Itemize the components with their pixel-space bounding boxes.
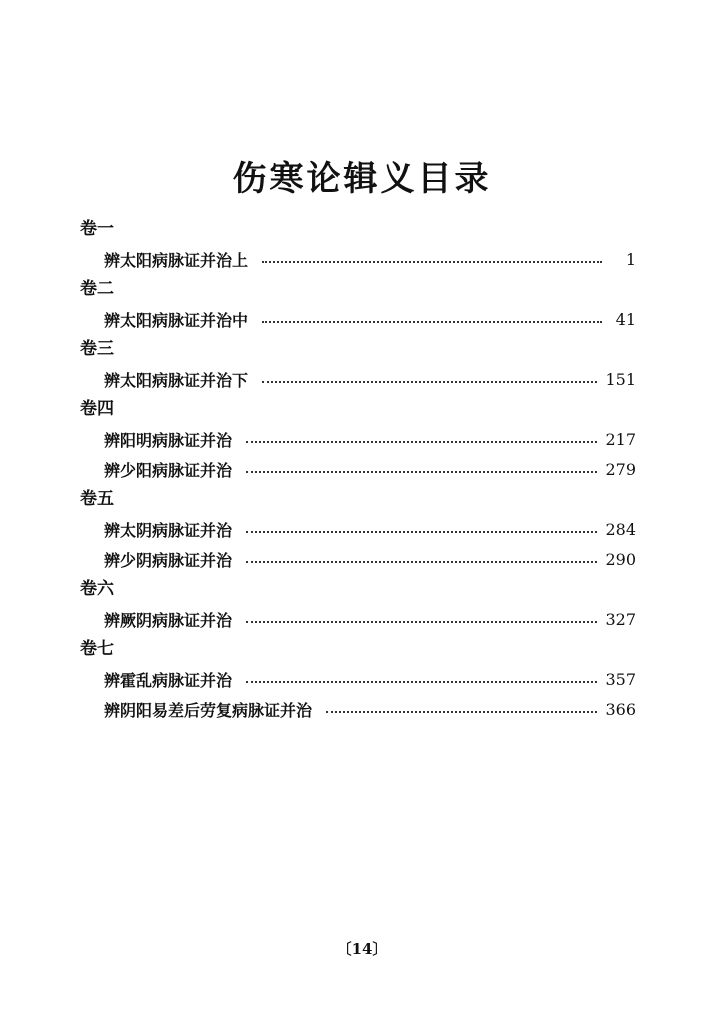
dot-leader xyxy=(246,471,597,473)
entry-page-number: 366 xyxy=(605,699,636,719)
dot-leader xyxy=(246,441,597,443)
volume-5 xyxy=(80,484,636,574)
volume-2 xyxy=(80,274,636,334)
dot-leader xyxy=(262,261,602,263)
entry-page-number: 357 xyxy=(605,669,636,689)
volume-6 xyxy=(80,574,636,634)
dot-leader xyxy=(326,711,597,713)
entry-title: 辨厥阴病脉证并治 xyxy=(104,610,233,630)
volume-4 xyxy=(80,394,636,484)
volume-heading: 卷七 xyxy=(80,639,114,659)
entry-page-number: 284 xyxy=(605,519,636,539)
dot-leader xyxy=(262,321,602,323)
entry-page-number: 279 xyxy=(605,459,636,479)
entry-title: 辨太阳病脉证并治下 xyxy=(104,370,249,390)
toc-entry[interactable] xyxy=(80,694,636,724)
toc-entry[interactable] xyxy=(80,424,636,454)
volume-heading: 卷五 xyxy=(80,489,114,509)
toc-entry[interactable] xyxy=(80,364,636,394)
toc-entry[interactable] xyxy=(80,664,636,694)
volume-heading: 卷四 xyxy=(80,399,114,419)
volume-heading: 卷六 xyxy=(80,579,114,599)
toc-entry[interactable] xyxy=(80,304,636,334)
volume-heading: 卷一 xyxy=(80,219,114,239)
entry-title: 辨少阳病脉证并治 xyxy=(104,460,233,480)
toc-entry[interactable] xyxy=(80,514,636,544)
volume-1 xyxy=(80,214,636,274)
entry-title: 辨太阳病脉证并治中 xyxy=(104,310,249,330)
volume-heading: 卷二 xyxy=(80,279,114,299)
dot-leader xyxy=(246,621,597,623)
entry-title: 辨阳明病脉证并治 xyxy=(104,430,233,450)
entry-page-number: 41 xyxy=(615,309,636,329)
volume-3 xyxy=(80,334,636,394)
dot-leader xyxy=(246,681,597,683)
toc-entry[interactable] xyxy=(80,454,636,484)
entry-title: 辨太阴病脉证并治 xyxy=(104,520,233,540)
toc-entry[interactable] xyxy=(80,244,636,274)
dot-leader xyxy=(262,381,597,383)
dot-leader xyxy=(246,561,597,563)
toc-entry[interactable] xyxy=(80,544,636,574)
page-number: 〔14〕 xyxy=(336,940,388,958)
dot-leader xyxy=(246,531,597,533)
entry-page-number: 327 xyxy=(605,609,636,629)
entry-page-number: 217 xyxy=(605,429,636,449)
volume-heading: 卷三 xyxy=(80,339,114,359)
page-title: 伤寒论辑义目录 xyxy=(232,159,492,199)
entry-title: 辨太阳病脉证并治上 xyxy=(104,250,249,270)
table-of-contents xyxy=(80,214,636,724)
volume-7 xyxy=(80,634,636,724)
entry-page-number: 151 xyxy=(605,369,636,389)
toc-entry[interactable] xyxy=(80,604,636,634)
entry-page-number: 290 xyxy=(605,549,636,569)
entry-title: 辨少阴病脉证并治 xyxy=(104,550,233,570)
entry-title: 辨霍乱病脉证并治 xyxy=(104,670,233,690)
entry-page-number: 1 xyxy=(625,249,636,269)
entry-title: 辨阴阳易差后劳复病脉证并治 xyxy=(104,700,313,720)
